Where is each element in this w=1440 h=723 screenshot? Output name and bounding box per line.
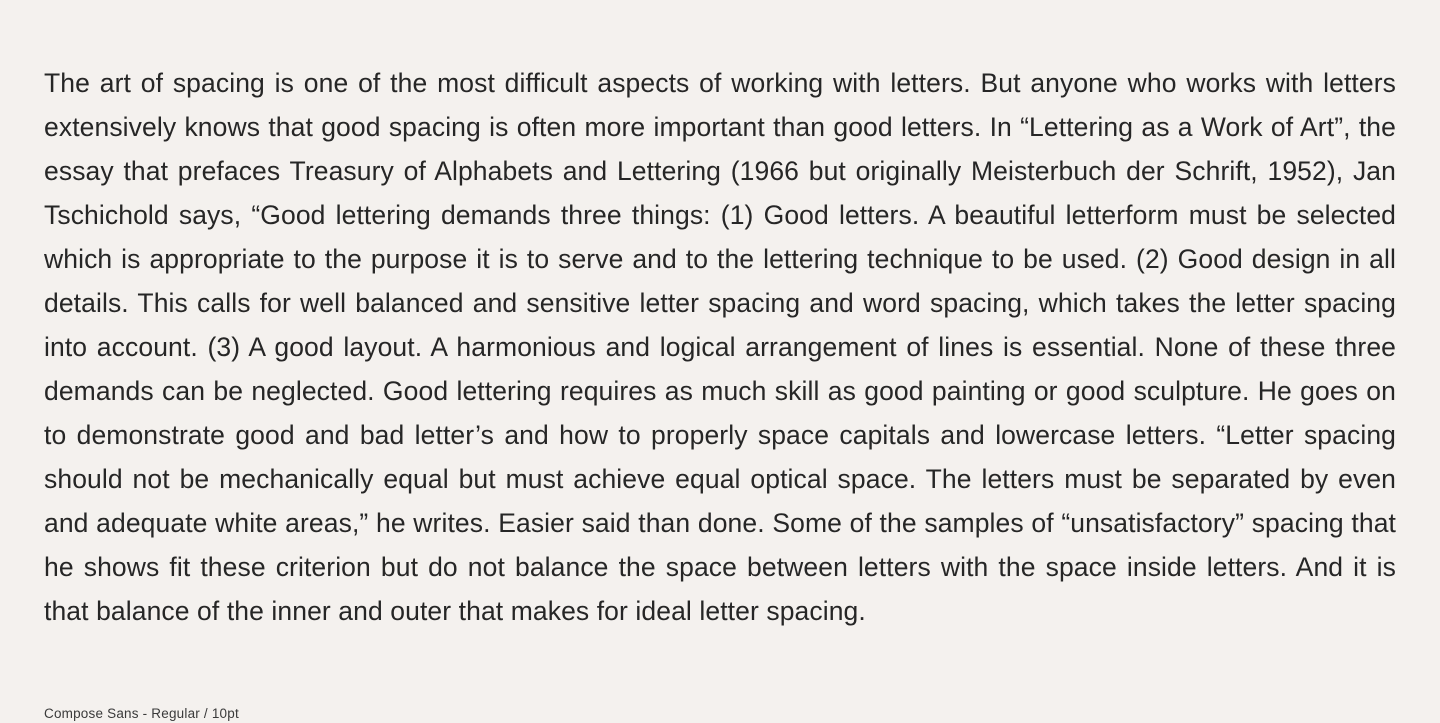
specimen-body-text: The art of spacing is one of the most difficult aspects of working with letters. But anyone who works with letters extensively knows that good spacing is often more important than good letters. In “Lettering as a Work of Art”, the essay that prefaces Treasury of Alphabets and Lettering (1966 but originally Meisterbuch der Schrift, 1952), Jan Tschichold says, “Good lettering demands three things: (1) Good letters. A beautiful letterform must be selected which is appropriate to the purpose it is to serve and to the lettering technique to be used. (2) Good design in all details. This calls for well balanced and sensitive letter spacing and word spacing, which takes the letter spacing into account. (3) A good layout. A harmonious and logical arrangement of lines is essential. None of these three demands can be neglected. Good lettering requires as much skill as good painting or good sculpture. He goes on to demonstrate good and bad letter’s and how to properly space capitals and lowercase letters. “Letter spacing should not be mechanically equal but must achieve equal optical space. The letters must be separated by even and adequate white areas,” he writes. Easier said than done. Some of the samples of “unsatisfactory” spacing that he shows fit these criterion but do not balance the space between letters with the space inside letters. And it is that balance of the inner and outer that makes for ideal letter spacing.: [44, 67, 1396, 626]
font-specimen-caption: Compose Sans - Regular / 10pt: [44, 706, 239, 721]
caption-container: [44, 705, 1396, 723]
